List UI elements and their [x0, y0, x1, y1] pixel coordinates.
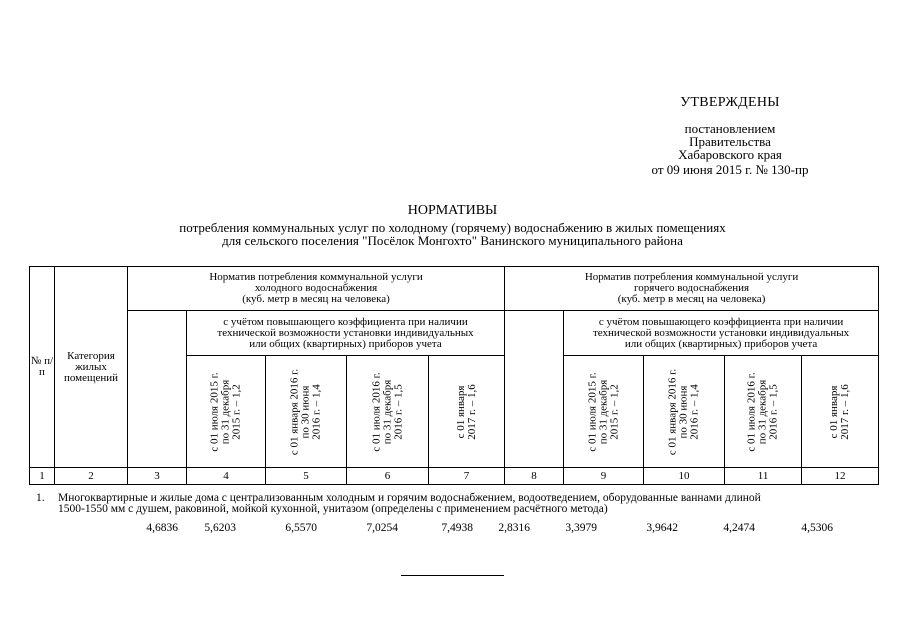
value-cell: 3,9642 — [646, 522, 678, 534]
approval-line-1: постановлением — [684, 121, 776, 136]
col-number: 10 — [644, 468, 725, 485]
value-cell: 6,5570 — [285, 522, 317, 534]
col-number: 7 — [429, 468, 505, 485]
value-cell: 7,4938 — [441, 522, 473, 534]
approval-line-3: Хабаровского края — [678, 147, 782, 162]
header-cold-water — [128, 267, 505, 311]
column-number-row — [30, 468, 879, 485]
cold-base-cell — [128, 311, 187, 468]
col-number: 9 — [564, 468, 644, 485]
approval-date: от 09 июня 2015 г. № 130-пр — [651, 162, 809, 177]
row-1-number: 1. — [36, 492, 45, 504]
col-number: 4 — [187, 468, 266, 485]
cold-coef-header — [187, 311, 505, 356]
hot-header-line-2: горячего водоснабжения — [634, 282, 750, 294]
col-number: 2 — [55, 468, 128, 485]
hot-header-line-1: Норматив потребления коммунальной услуги — [584, 271, 799, 283]
cold-header-line-3: (куб. метр в месяц на человека) — [242, 293, 390, 305]
approval-heading: УТВЕРЖДЕНЫ — [680, 95, 780, 110]
header-hot-water — [505, 267, 879, 311]
hot-period-1: с 01 июля 2015 г. по 31 декабря 2015 г. – 1,2 — [564, 356, 644, 468]
hot-period-3: с 01 июля 2016 г. по 31 декабря 2016 г. – 1,5 — [725, 356, 802, 468]
row-1-text-line-1: Многоквартирные и жилые дома с централизованным холодным и горячим водоснабжением, водоотведением, оборудованные ваннами длиной — [58, 492, 761, 504]
cold-header-line-1: Норматив потребления коммунальной услуги — [209, 271, 423, 283]
title-heading: НОРМАТИВЫ — [407, 203, 498, 218]
cold-coef-line-3: или общих (квартирных) приборов учета — [249, 337, 442, 350]
approval-block — [590, 96, 870, 176]
hot-coef-header — [564, 311, 879, 356]
approval-line-2: Правительства — [689, 134, 771, 149]
hot-period-4: с 01 января 2017 г. – 1,6 — [802, 356, 879, 468]
value-cell: 4,2474 — [723, 522, 755, 534]
hot-coef-line-2: технической возможности установки индивидуальных — [592, 326, 850, 339]
norms-table — [29, 266, 879, 485]
col-number: 8 — [505, 468, 564, 485]
title-line-2: для сельского поселения "Посёлок Монгохто" Ванинского муниципального района — [222, 233, 683, 248]
hot-coef-line-3: или общих (квартирных) приборов учета — [624, 337, 818, 350]
cold-period-3: с 01 июля 2016 г. по 31 декабря 2016 г. – 1,5 — [347, 356, 429, 468]
cold-header-line-2: холодного водоснабжения — [254, 282, 378, 294]
value-cell: 4,6836 — [146, 522, 178, 534]
col-number: 1 — [30, 468, 55, 485]
row-1-text-line-2: 1500-1550 мм с душем, раковиной, мойкой кухонной, унитазом (определены с применением расчётного метода) — [58, 503, 608, 515]
cold-coef-line-1: с учётом повышающего коэффициента при наличии — [223, 315, 468, 328]
value-cell: 2,8316 — [498, 522, 530, 534]
col-number: 11 — [725, 468, 802, 485]
value-cell: 4,5306 — [801, 522, 833, 534]
cold-coef-line-2: технической возможности установки индивидуальных — [217, 326, 474, 339]
header-num: № п/п — [30, 267, 55, 468]
hot-base-cell — [505, 311, 564, 468]
cold-period-2: с 01 января 2016 г. по 30 июня 2016 г. – 1,4 — [266, 356, 347, 468]
hot-period-2: с 01 января 2016 г. по 30 июня 2016 г. – 1,4 — [644, 356, 725, 468]
col-number: 5 — [266, 468, 347, 485]
cold-period-4: с 01 января 2017 г. – 1,6 — [429, 356, 505, 468]
hot-coef-line-1: с учётом повышающего коэффициента при наличии — [598, 315, 844, 328]
document-title — [0, 204, 905, 247]
col-number: 12 — [802, 468, 879, 485]
hot-header-line-3: (куб. метр в месяц на человека) — [617, 293, 766, 305]
value-cell: 3,3979 — [565, 522, 597, 534]
col-number: 3 — [128, 468, 187, 485]
title-line-1: потребления коммунальных услуг по холодному (горячему) водоснабжению в жилых помещениях — [179, 220, 726, 235]
cold-period-1: с 01 июля 2015 г. по 31 декабря 2015 г. – 1,2 — [187, 356, 266, 468]
header-category: Категория жилых помещений — [55, 267, 128, 468]
value-cell: 7,0254 — [366, 522, 398, 534]
separator-rule — [401, 575, 504, 576]
value-cell: 5,6203 — [204, 522, 236, 534]
col-number: 6 — [347, 468, 429, 485]
